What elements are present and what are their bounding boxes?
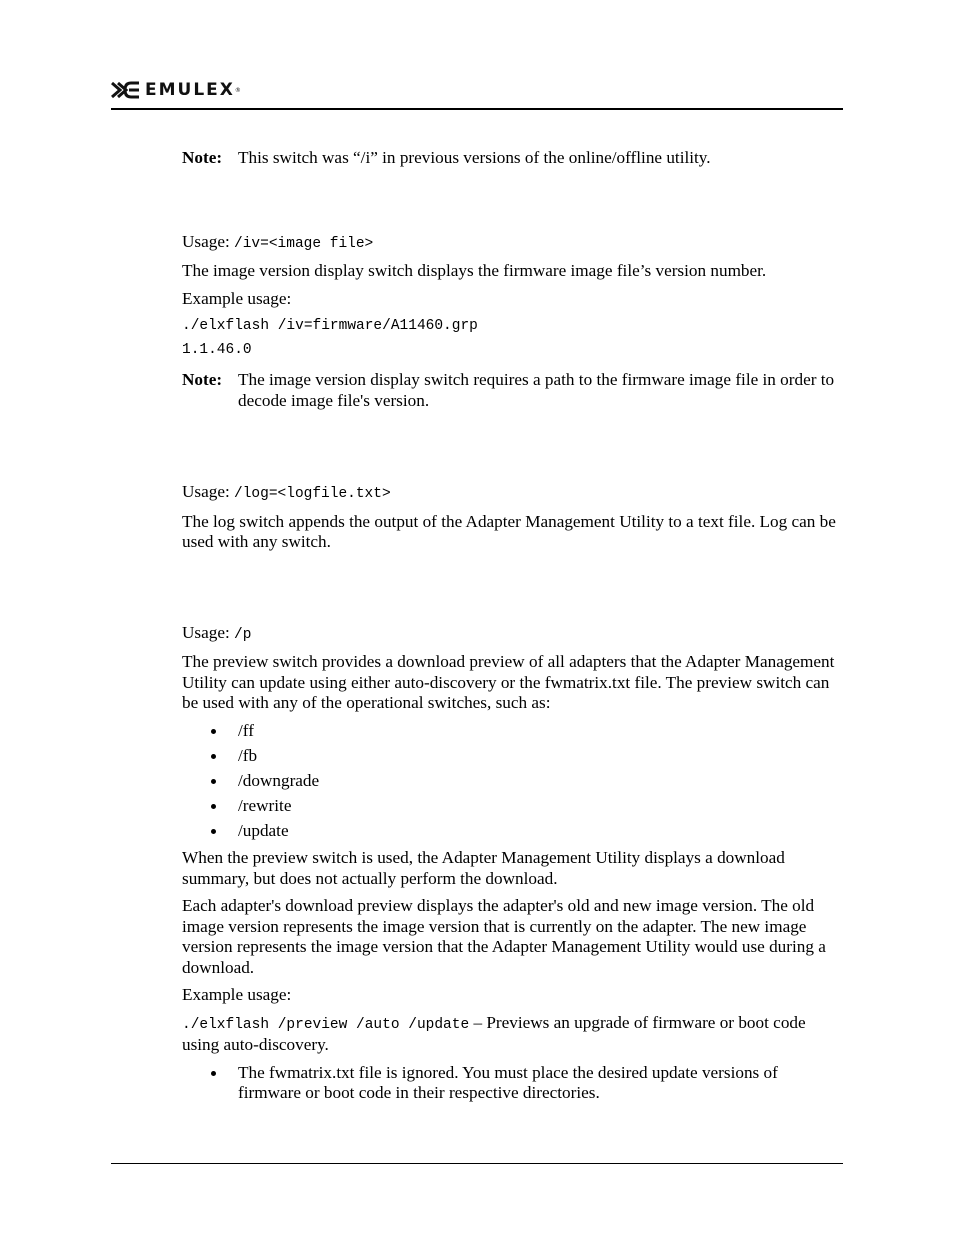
note-previous-switch — [182, 148, 842, 169]
example-notes-list — [182, 1063, 842, 1104]
preview-description: The preview switch provides a download preview of all adapters that the Adapter Management Utility can update using either auto-discovery or the fwmatrix.txt file. The preview switch can be used with any of the operational switches, such as: — [182, 652, 835, 712]
bullet-icon — [182, 746, 238, 767]
code-line: ./elxflash /iv=firmware/A11460.grp — [182, 318, 478, 334]
switch-list — [182, 721, 842, 842]
example-code: ./elxflash /preview /auto /update — [182, 1016, 470, 1033]
list-item: /rewrite — [182, 796, 842, 817]
note-image-path — [182, 370, 842, 411]
bullet-icon — [182, 821, 238, 842]
preview-versions-paragraph: Each adapter's download preview displays the adapter's old and new image version. The old image version represents the image version that is currently on the adapter. The new image version represents the image version that the Adapter Management Utility would use during a download. — [182, 896, 826, 977]
image-version-description: The image version display switch displays the firmware image file’s version number. — [182, 261, 767, 280]
preview-example — [182, 1013, 842, 1056]
page-header — [111, 80, 241, 100]
example-usage-label: Example usage: — [182, 288, 292, 308]
image-version-usage: Usage: /iv=<image file> — [182, 231, 374, 252]
list-item: /update — [182, 821, 842, 842]
emulex-logo-icon — [111, 81, 141, 99]
footer-rule — [111, 1163, 843, 1164]
code-line: 1.1.46.0 — [182, 342, 252, 358]
note-label: Note: — [182, 370, 223, 389]
note-text: The image version display switch requires a path to the firmware image file in order to decode image file's version. — [238, 370, 835, 410]
page-body — [182, 148, 842, 1104]
note-text: This switch was “/i” in previous versions of the online/offline utility. — [238, 148, 711, 167]
log-usage: Usage: /log=<logfile.txt> — [182, 482, 391, 502]
preview-usage: Usage: /p — [182, 622, 252, 643]
bullet-icon — [182, 1063, 238, 1104]
note-label: Note: — [182, 148, 223, 167]
bullet-icon — [182, 771, 238, 792]
usage-code: /log=<logfile.txt> — [234, 486, 391, 502]
bullet-icon — [182, 796, 238, 817]
usage-code: /iv=<image file> — [234, 235, 374, 252]
example-text: – Previews an upgrade of firmware or boot code using auto-discovery. — [182, 1012, 806, 1054]
preview-summary-paragraph: When the preview switch is used, the Adapter Management Utility displays a download summary, but does not actually perform the download. — [182, 848, 785, 888]
header-rule — [111, 108, 843, 110]
bullet-icon — [182, 721, 238, 742]
list-item: /ff — [182, 721, 842, 742]
log-description: The log switch appends the output of the Adapter Management Utility to a text file. Log can be used with any switch. — [182, 511, 836, 551]
brand-name: EMULEX — [145, 80, 235, 100]
example-usage-label: Example usage: — [182, 985, 292, 1004]
trademark-symbol: ® — [234, 86, 241, 94]
list-item: /fb — [182, 746, 842, 767]
list-item: /downgrade — [182, 771, 842, 792]
usage-code: /p — [234, 626, 252, 643]
list-item: The fwmatrix.txt file is ignored. You must place the desired update versions of firmware or boot code in their respective directories. — [182, 1063, 842, 1104]
